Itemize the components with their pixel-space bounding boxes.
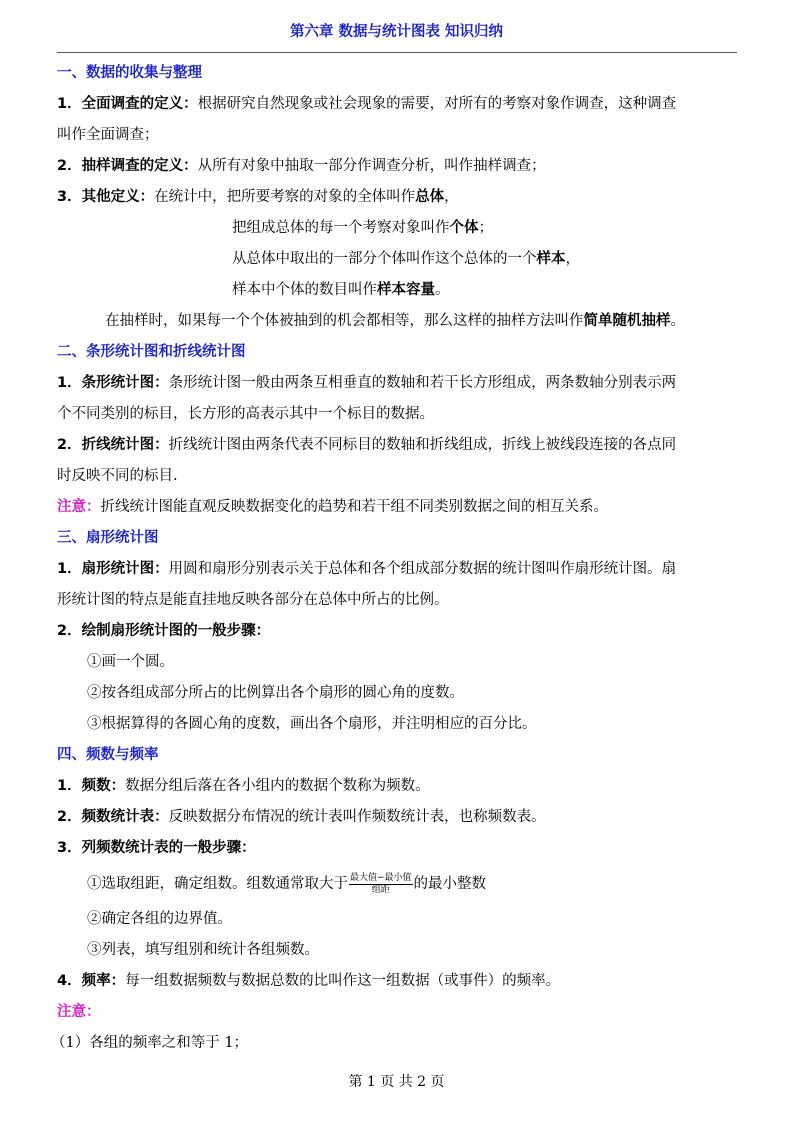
line-chart-definition xyxy=(57,430,739,461)
pie-step-2: ②按各组成部分所占的比例算出各个扇形的圆心角的度数。 xyxy=(87,685,464,701)
relative-frequency-text: 每一组数据频数与数据总数的比叫作这一组数据（或事件）的频率。 xyxy=(125,973,561,989)
term-pie-chart: 1．扇形统计图： xyxy=(57,561,169,577)
fraction xyxy=(349,873,413,896)
frequency-definition xyxy=(57,771,739,802)
freq-step-2: ②确定各组的边界值。 xyxy=(87,911,232,927)
section-heading-3: 三、扇形统计图 xyxy=(57,530,159,546)
census-text-2: 叫作全面调查； xyxy=(57,127,159,143)
definition-census xyxy=(57,89,739,120)
term-frequency: 1．频数： xyxy=(57,778,126,794)
page-title: 第六章 数据与统计图表 知识归纳 xyxy=(289,24,504,40)
random-sampling-text: 在抽样时，如果每一个个体被抽到的机会都相等，那么这样的抽样方法叫作 xyxy=(105,313,584,329)
pie-chart-text-1: 用圆和扇形分别表示关于总体和各个组成部分数据的统计图叫作扇形统计图。扇 xyxy=(168,561,677,577)
term-frequency-table: 2．频数统计表： xyxy=(57,809,169,825)
keyword-sample-size: 样本容量 xyxy=(377,282,435,298)
freq-step-1 xyxy=(57,864,739,904)
frequency-table-steps-title xyxy=(57,833,739,864)
title-divider xyxy=(57,52,737,53)
definition-random-sampling xyxy=(57,306,739,337)
keyword-sample: 样本 xyxy=(536,251,566,267)
individual-text: 把组成总体的每一个考察对象叫作 xyxy=(232,220,450,236)
pie-step-3: ③根据算得的各圆心角的度数，画出各个扇形，并注明相应的百分比。 xyxy=(87,716,537,732)
line-chart-text-2: 时反映不同的标目. xyxy=(57,468,178,484)
punct-4: 。 xyxy=(435,282,450,298)
punct-5: 。 xyxy=(670,313,685,329)
definition-sample xyxy=(57,244,739,275)
bar-chart-text-1: 条形统计图一般由两条互相垂直的数轴和若干长方形组成，两条数轴分别表示两 xyxy=(168,375,677,391)
fraction-denominator: 组距 xyxy=(371,884,390,895)
bar-chart-text-2: 个不同类别的标目，长方形的高表示其中一个标目的数据。 xyxy=(57,406,434,422)
note-label-2: 注意： xyxy=(57,1004,101,1020)
frequency-table-text: 反映数据分布情况的统计表叫作频数统计表，也称频数表。 xyxy=(168,809,546,825)
pie-chart-definition xyxy=(57,554,739,585)
pie-chart-steps-title xyxy=(57,616,739,647)
relative-frequency-definition xyxy=(57,966,739,997)
term-census: 1．全面调查的定义： xyxy=(57,96,198,112)
line-chart-text-1: 折线统计图由两条代表不同标目的数轴和折线组成，折线上被线段连接的各点同 xyxy=(168,437,677,453)
other-text-1: 在统计中，把所要考察的对象的全体叫作 xyxy=(154,189,416,205)
page-number: 第 1 页 共 2 页 xyxy=(348,1074,445,1090)
freq-step-3: ③列表，填写组别和统计各组频数。 xyxy=(87,942,319,958)
keyword-individual: 个体 xyxy=(449,220,479,236)
section-heading-2: 二、条形统计图和折线统计图 xyxy=(57,344,246,360)
term-other: 3．其他定义： xyxy=(57,189,155,205)
bar-chart-definition xyxy=(57,368,739,399)
keyword-random-sampling: 简单随机抽样 xyxy=(583,313,671,329)
keyword-population: 总体 xyxy=(415,189,445,205)
document-body xyxy=(51,58,739,1059)
pie-chart-text-2: 形统计图的特点是能直挂地反映各部分在总体中所占的比例。 xyxy=(57,592,449,608)
pie-step-1: ①画一个圆。 xyxy=(87,654,174,670)
definition-sampling xyxy=(57,151,739,182)
term-pie-steps: 2．绘制扇形统计图的一般步骤： xyxy=(57,623,271,639)
term-line-chart: 2．折线统计图： xyxy=(57,437,169,453)
freq-step-1-post: 的最小整数 xyxy=(413,876,487,892)
sample-text: 从总体中取出的一部分个体叫作这个总体的一个 xyxy=(232,251,537,267)
freq-step-1-text: ①选取组距，确定组数。组数通常取大于 xyxy=(87,876,348,892)
frequency-table-definition xyxy=(57,802,739,833)
punct-3: ， xyxy=(565,251,580,267)
note-text: 折线统计图能直观反映数据变化的趋势和若干组不同类别数据之间的相互关系。 xyxy=(100,499,608,515)
term-relative-frequency: 4．频率： xyxy=(57,973,126,989)
sampling-text: 从所有对象中抽取一部分作调查分析，叫作抽样调查； xyxy=(197,158,546,174)
punct-1: ， xyxy=(444,189,459,205)
note-item-1: （1）各组的频率之和等于 1； xyxy=(51,1035,249,1051)
punct-2: ； xyxy=(478,220,493,236)
note-label: 注意： xyxy=(57,499,101,515)
section-heading-1: 一、数据的收集与整理 xyxy=(57,65,202,81)
term-sampling: 2．抽样调查的定义： xyxy=(57,158,198,174)
section-heading-4: 四、频数与频率 xyxy=(57,747,159,763)
sample-size-text: 样本中个体的数目叫作 xyxy=(232,282,377,298)
fraction-numerator: 最大值−最小值 xyxy=(350,872,412,883)
note-frequency xyxy=(57,997,739,1028)
definition-sample-size xyxy=(57,275,739,306)
frequency-text: 数据分组后落在各小组内的数据个数称为频数。 xyxy=(125,778,430,794)
note-line-chart xyxy=(57,492,739,523)
census-text-1: 根据研究自然现象或社会现象的需要，对所有的考察对象作调查，这种调查 xyxy=(197,96,677,112)
definition-individual xyxy=(57,213,739,244)
term-bar-chart: 1．条形统计图： xyxy=(57,375,169,391)
definition-other xyxy=(57,182,739,213)
term-frequency-steps: 3．列频数统计表的一般步骤： xyxy=(57,840,256,856)
